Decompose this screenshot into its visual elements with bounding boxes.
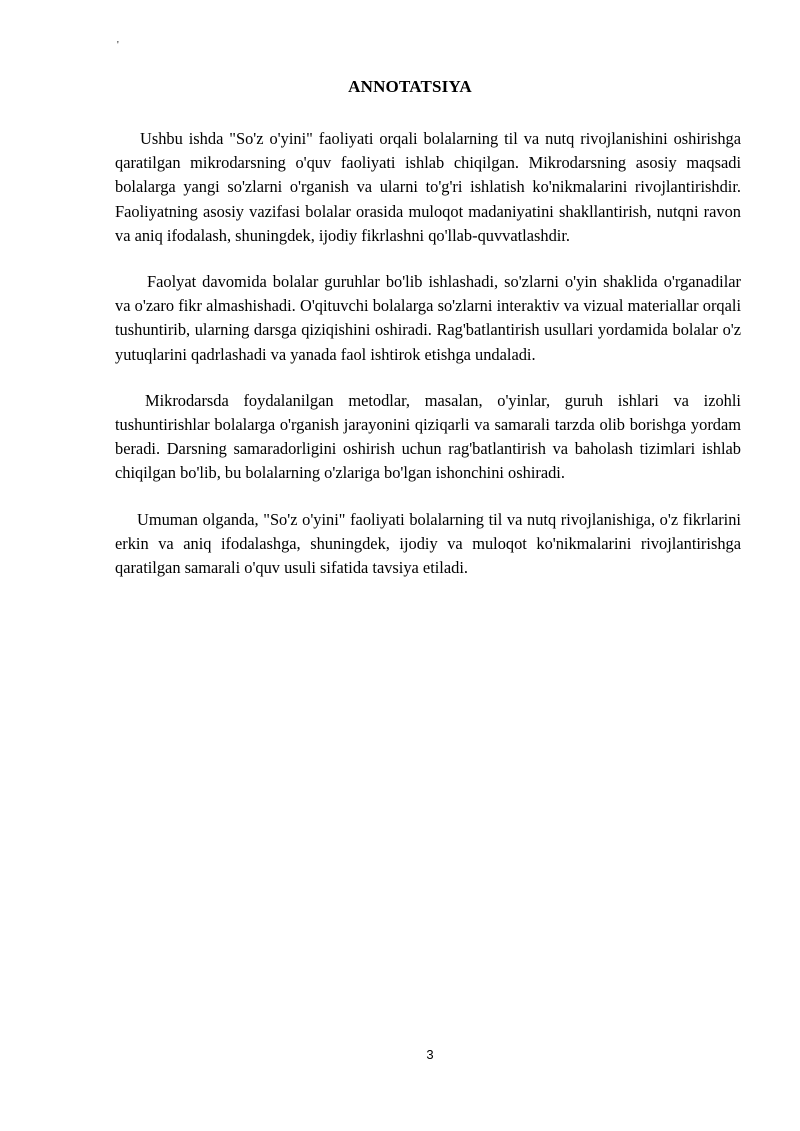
- page-number: 3: [426, 1047, 434, 1062]
- page-title: ANNOTATSIYA: [348, 77, 472, 96]
- paragraph-4: Umuman olganda, "So'z o'yini" faoliyati bolalarning til va nutq rivojlanishiga, o'z fikrlarini erkin va aniq ifodalashga, shuningdek, ijodiy va muloqot ko'nikmalarini rivojlantirishga qaratilgan samarali o'quv usuli sifatida tavsiya etiladi.: [115, 509, 741, 578]
- annotation-body: [115, 127, 741, 602]
- corner-mark: ': [117, 40, 119, 51]
- paragraph-1: Ushbu ishda "So'z o'yini" faoliyati orqali bolalarning til va nutq rivojlanishini oshirishga qaratilgan mikrodarsning o'quv faoliyati ishlab chiqilgan. Mikrodarsning asosiy maqsadi bolalarga yangi so'zlarni o'rganish va ularni to'g'ri ishlatish ko'nikmalarini rivojlantirishdir. Faoliyatning asosiy vazifasi bolalar orasida muloqot madaniyatini shakllantirish, nutqni ravon va aniq ifodalash, shuningdek, ijodiy fikrlashni qo'llab-quvvatlashdir.: [115, 129, 741, 245]
- paragraph-3: Mikrodarsda foydalanilgan metodlar, masalan, o'yinlar, guruh ishlari va izohli tushuntirishlar bolalarga o'rganish jarayonini qiziqarli va samarali tarzda olib borishga yordam beradi. Darsning samaradorligini oshirish uchun rag'batlantirish va baholash tizimlari ishlab chiqilgan bo'lib, bu bolalarning o'zlariga bo'lgan ishonchini oshiradi.: [115, 390, 741, 483]
- paragraph-2: Faolyat davomida bolalar guruhlar bo'lib ishlashadi, so'zlarni o'yin shaklida o'rganadilar va o'zaro fikr almashishadi. O'qituvchi bolalarga so'zlarni interaktiv va vizual materiallar orqali tushuntirib, ularning darsga qiziqishini oshiradi. Rag'batlantirish usullari yordamida bolalar o'z yutuqlarini qadrlashadi va yanada faol ishtirok etishga undaladi.: [115, 272, 741, 364]
